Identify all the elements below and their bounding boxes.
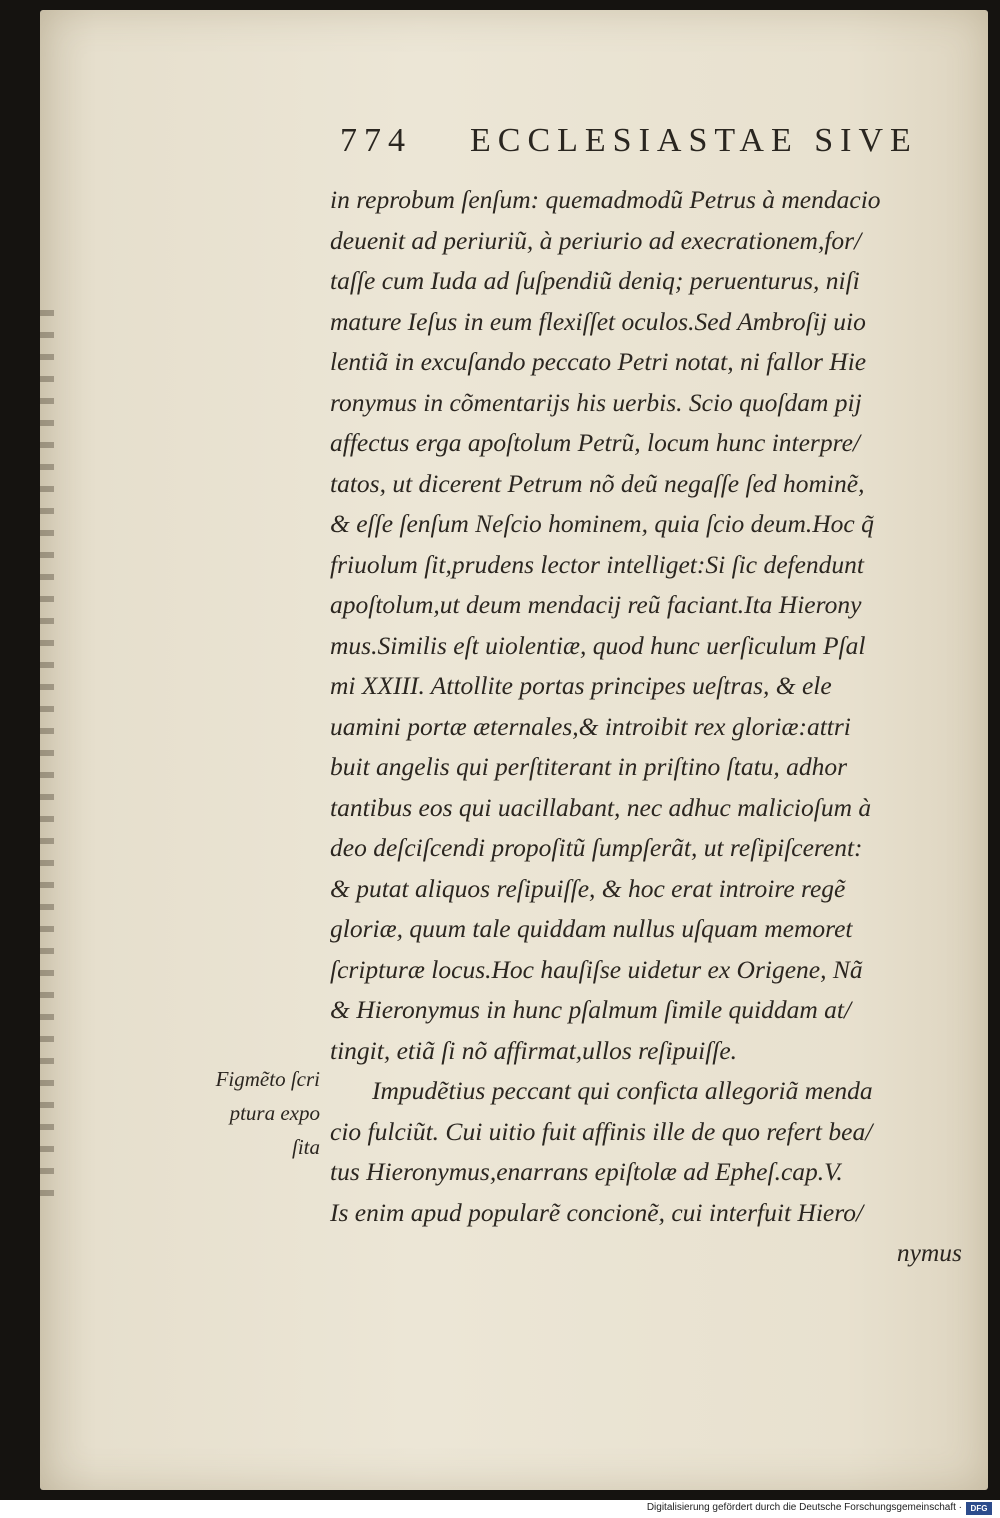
text-line: mi XXIII. Attollite portas principes ueſtras, & ele	[330, 671, 832, 700]
margin-note-line: ptura expo	[229, 1101, 320, 1125]
body-text	[330, 180, 980, 1274]
margin-note-line: Figmẽto ſcri	[215, 1067, 320, 1091]
text-line: nymus	[896, 1238, 962, 1267]
text-line: gloriæ, quum tale quiddam nullus uſquam memoret	[330, 914, 853, 943]
text-line: buit angelis qui perſtiterant in priſtino ſtatu, adhor	[330, 752, 848, 781]
text-line: taſſe cum Iuda ad ſuſpendiũ deniq; peruenturus, niſi	[330, 266, 860, 295]
footer-bar	[0, 1500, 1000, 1518]
page-header	[340, 122, 920, 166]
text-line: tus Hieronymus,enarrans epiſtolæ ad Epheſ.cap.V.	[330, 1157, 843, 1186]
text-line: Is enim apud popularẽ concionẽ, cui interfuit Hiero/	[330, 1197, 864, 1227]
text-line: in reprobum ſenſum: quemadmodũ Petrus à mendacio	[330, 185, 881, 214]
text-line: uamini portæ æternales,& introibit rex gloriæ:attri	[330, 711, 851, 741]
text-line: tatos, ut dicerent Petrum nõ deũ negaſſe ſed hominẽ,	[330, 468, 865, 498]
page-number: 774	[340, 122, 412, 159]
text-line: mus.Similis eſt uiolentiæ, quod hunc uerſiculum Pſal	[330, 630, 866, 660]
text-line: mature Ieſus in eum flexiſſet oculos.Sed Ambroſij uio	[330, 306, 866, 336]
text-line: Impudẽtius peccant qui conficta allegoriã menda	[372, 1076, 873, 1105]
text-line: friuolum ſit,prudens lector intelliget:Si ſic defendunt	[330, 549, 865, 579]
text-line: deuenit ad periuriũ, à periurio ad execrationem,for/	[330, 225, 862, 255]
funding-credit: Digitalisierung gefördert durch die Deutsche Forschungsgemeinschaft ·	[646, 1502, 962, 1513]
text-line: affectus erga apoſtolum Petrũ, locum hunc interpre/	[330, 428, 860, 457]
dfg-logo: DFG	[966, 1502, 992, 1515]
text-line: ſcripturæ locus.Hoc hauſiſse uidetur ex Origene, Nã	[330, 954, 863, 984]
margin-note-line: ſita	[291, 1135, 320, 1159]
text-line: deo deſciſcendi propoſitũ ſumpſerãt, ut reſipiſcerent:	[330, 833, 863, 862]
text-line: & Hieronymus in hunc pſalmum ſimile quiddam at/	[330, 995, 852, 1024]
text-line: & putat aliquos reſipuiſſe, & hoc erat introire regẽ	[330, 873, 846, 903]
text-line: cio fulciũt. Cui uitio fuit affinis ille de quo refert bea/	[330, 1116, 873, 1146]
text-line: & eſſe ſenſum Neſcio hominem, quia ſcio deum.Hoc q̃	[330, 509, 874, 538]
text-line: ronymus in cõmentarijs his uerbis. Scio quoſdam pij	[330, 387, 862, 417]
text-line: tantibus eos qui uacillabant, nec adhuc maliciοſum à	[330, 792, 872, 822]
book-page	[40, 10, 988, 1490]
text-line: lentiã in excuſando peccato Petri notat, ni fallor Hie	[330, 347, 867, 376]
margin-note	[175, 1062, 320, 1164]
text-line: tingit, etiã ſi nõ affirmat,ullos reſipuiſſe.	[330, 1035, 738, 1065]
running-head: ECCLESIASTAE SIVE	[470, 122, 918, 159]
text-line: apoſtolum,ut deum mendacij reũ faciant.Ita Hierony	[330, 590, 862, 619]
